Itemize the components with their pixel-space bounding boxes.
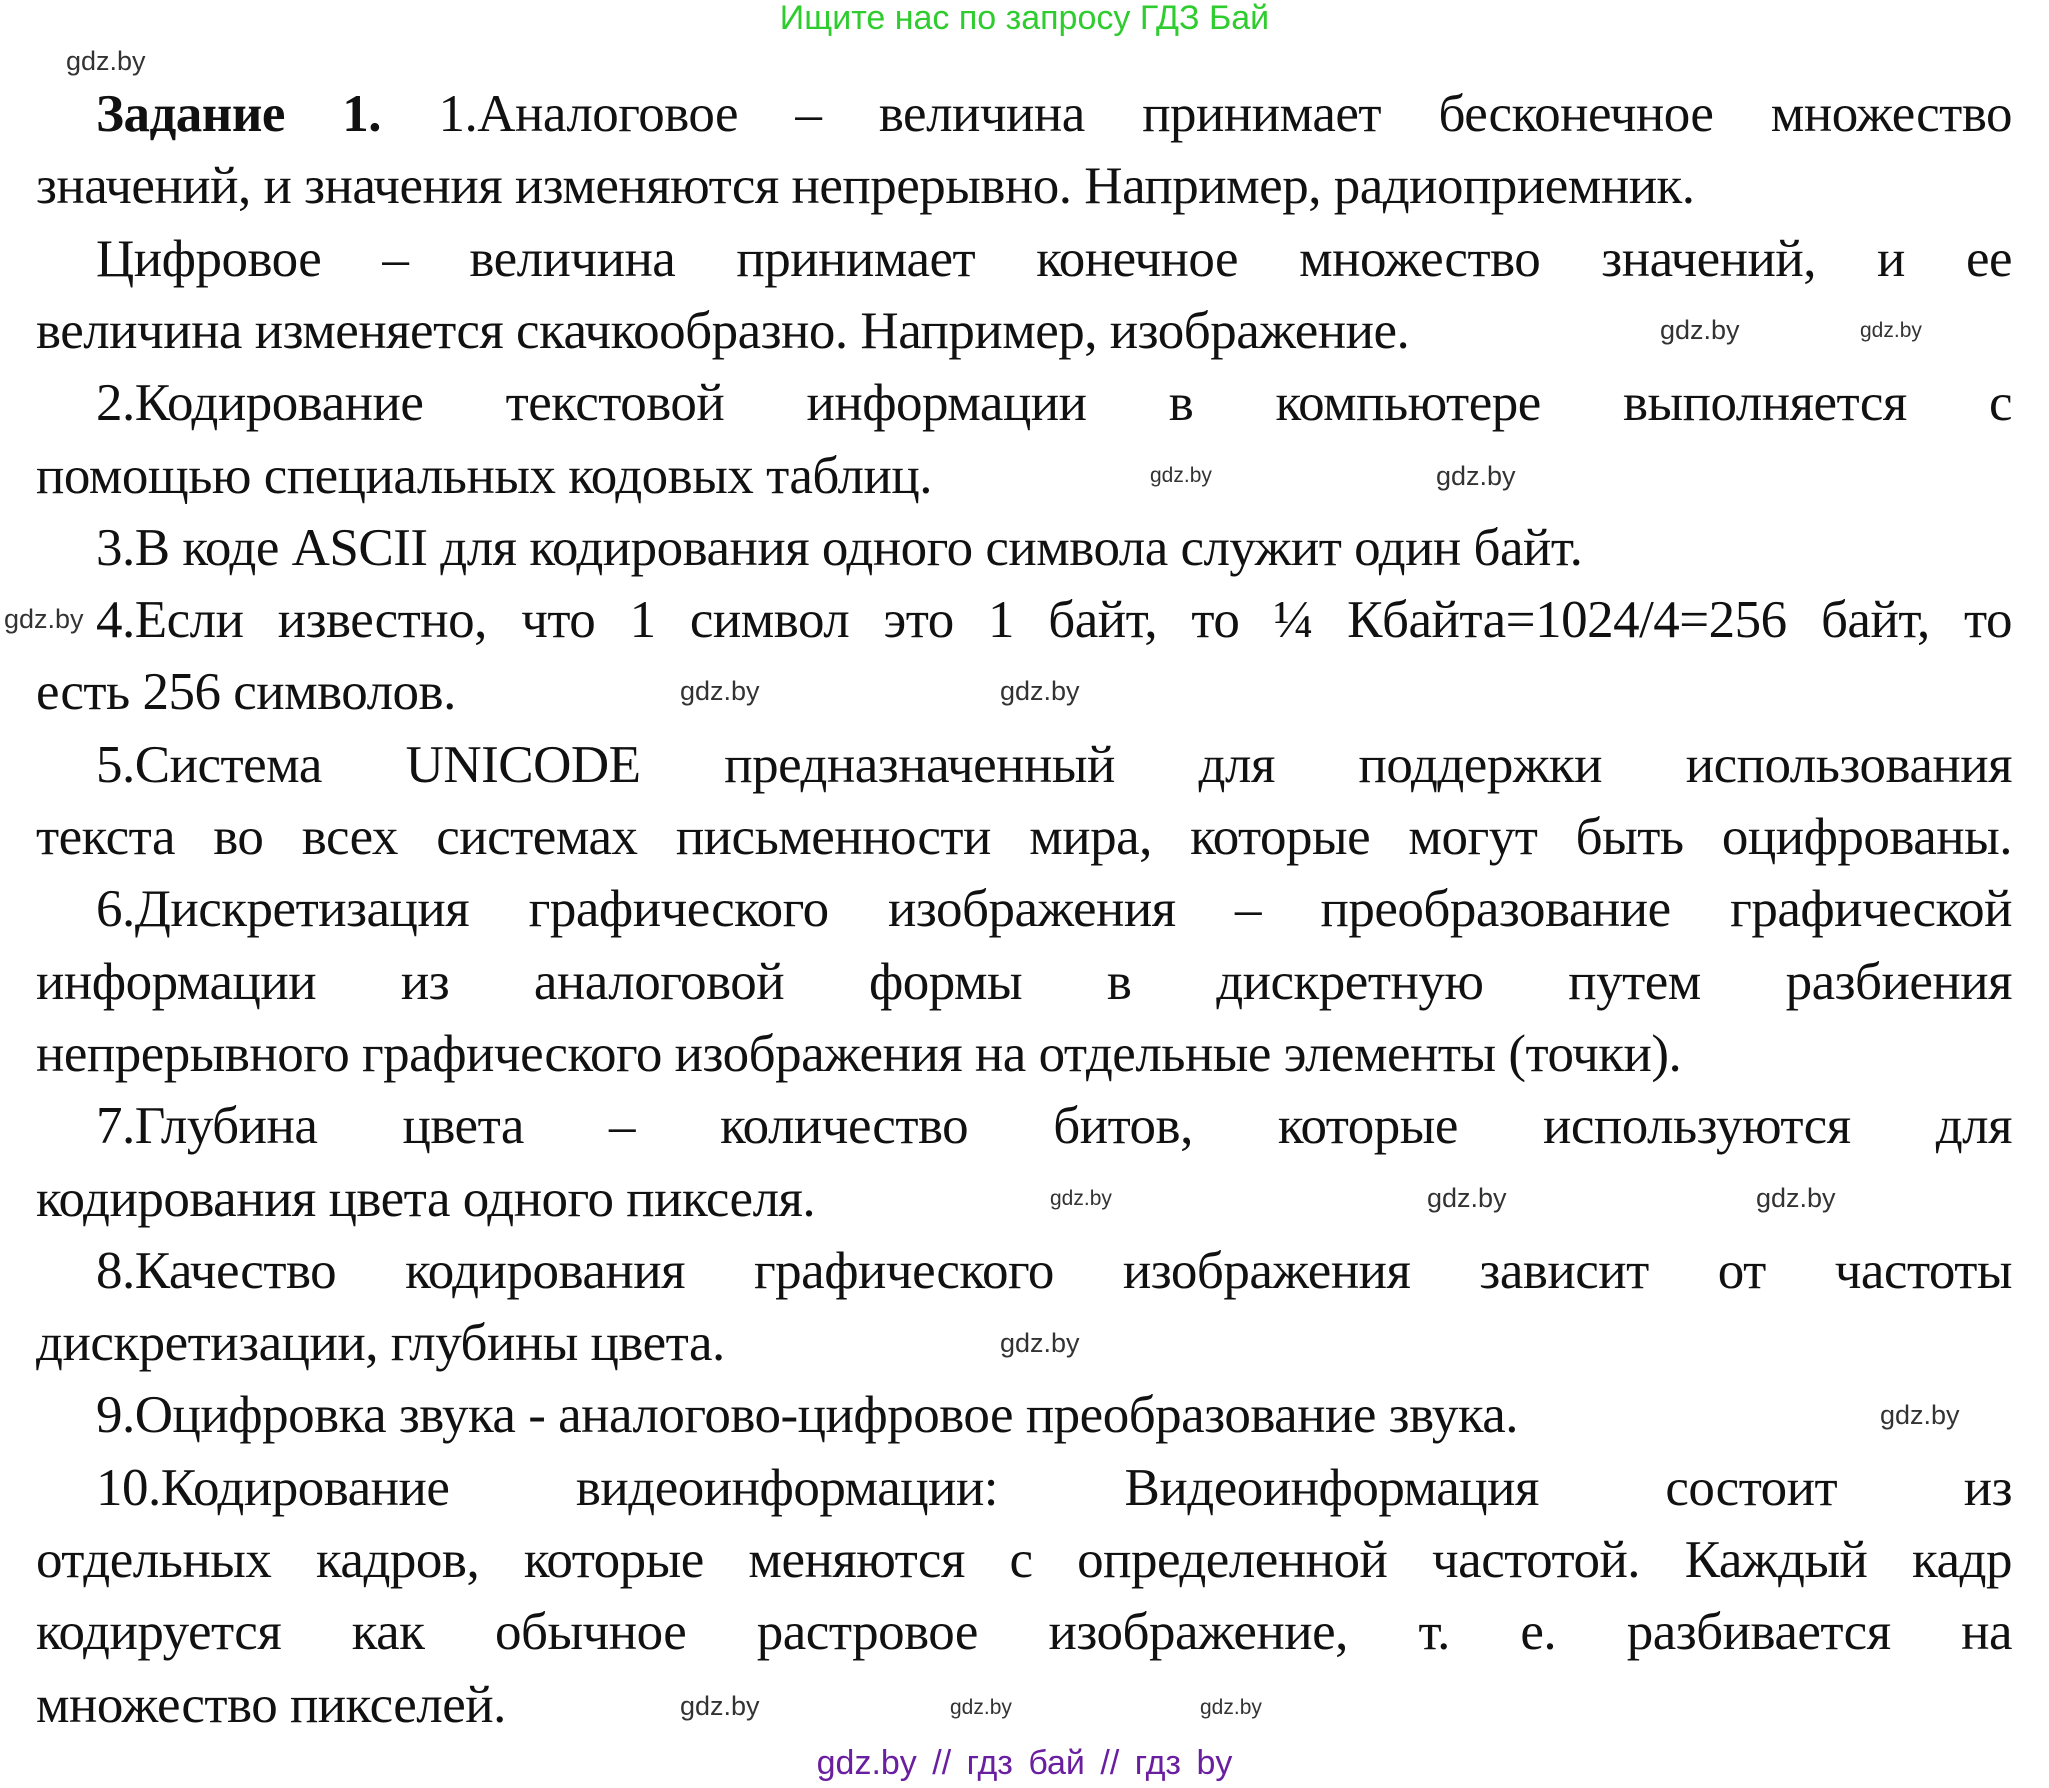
- watermark: gdz.by: [1436, 461, 1516, 491]
- task-label: Задание 1.: [96, 85, 382, 143]
- watermark: gdz.by: [1000, 676, 1080, 706]
- text-line: [36, 518, 2012, 578]
- watermark: gdz.by: [1756, 1183, 1836, 1213]
- text-line-content: кодирования цвета одного пикселя.: [36, 1169, 816, 1228]
- text-line-content: 3.В коде ASCII для кодирования одного символа служит один байт.: [96, 518, 1583, 577]
- text-line: [36, 373, 2012, 433]
- text-line: [36, 1458, 2012, 1518]
- text-line: [36, 229, 2012, 289]
- text-line: [36, 1024, 2012, 1084]
- text-line: [36, 1096, 2012, 1156]
- text-line-content: непрерывного графического изображения на отдельные элементы (точки).: [36, 1024, 1682, 1083]
- text-line-content: помощью специальных кодовых таблиц.: [36, 446, 932, 505]
- text-line-content: текста во всех системах письменности мира, которые могут быть оцифрованы.: [36, 808, 2012, 866]
- text-line: [36, 1530, 2012, 1590]
- watermark: gdz.by: [1050, 1187, 1112, 1210]
- text-line: [36, 879, 2012, 939]
- text-line: [36, 807, 2012, 867]
- text-line-content: 4.Если известно, что 1 символ это 1 байт, то ¼ Кбайта=1024/4=256 байт, то: [96, 591, 2012, 650]
- text-line-content: 2.Кодирование текстовой информации в компьютере выполняется с: [96, 374, 2012, 433]
- footer-banner: gdz.by // гдз бай // гдз by: [816, 1744, 1233, 1782]
- text-line-content: величина изменяется скачкообразно. Например, изображение.: [36, 301, 1410, 360]
- text-line: [36, 1241, 2012, 1301]
- text-line: [36, 1675, 2012, 1735]
- text-line: [36, 84, 2012, 144]
- watermark: gdz.by: [1200, 1696, 1262, 1719]
- watermark: gdz.by: [950, 1696, 1012, 1719]
- text-line-content: 9.Оцифровка звука - аналогово-цифровое преобразование звука.: [96, 1386, 1519, 1445]
- text-line-content: Цифровое – величина принимает конечное множество значений, и ее: [96, 229, 2012, 288]
- text-line: [36, 952, 2012, 1012]
- watermark: gdz.by: [1860, 319, 1922, 342]
- watermark: gdz.by: [680, 1691, 760, 1721]
- text-line: [36, 1602, 2012, 1662]
- text-line-content: 7.Глубина цвета – количество битов, которые используются для: [96, 1097, 2012, 1156]
- text-line-content: есть 256 символов.: [36, 663, 456, 722]
- watermark: gdz.by: [1660, 315, 1740, 345]
- watermark: gdz.by: [680, 676, 760, 706]
- text-line-content: 1.Аналоговое – величина принимает бесконечное множество: [381, 85, 2012, 143]
- text-line: [36, 156, 2012, 216]
- text-line-content: 5.Система UNICODE предназначенный для поддержки использования: [96, 735, 2012, 794]
- text-line: [36, 446, 2012, 506]
- watermark: gdz.by: [1880, 1400, 1960, 1430]
- watermark: gdz.by: [66, 46, 146, 76]
- watermark: gdz.by: [1000, 1328, 1080, 1358]
- text-line-content: значений, и значения изменяются непрерывно. Например, радиоприемник.: [36, 157, 1695, 216]
- text-line: [36, 735, 2012, 795]
- text-line-content: 8.Качество кодирования графического изображения зависит от частоты: [96, 1241, 2012, 1300]
- watermark: gdz.by: [1150, 464, 1212, 487]
- text-line-content: множество пикселей.: [36, 1675, 506, 1734]
- header-banner: Ищите нас по запросу ГДЗ Бай: [779, 0, 1270, 37]
- text-line-content: 10.Кодирование видеоинформации: Видеоинформация состоит из: [96, 1458, 2012, 1517]
- text-line-content: дискретизации, глубины цвета.: [36, 1314, 725, 1373]
- text-line-content: 6.Дискретизация графического изображения – преобразование графической: [96, 880, 2012, 939]
- text-line-content: кодируется как обычное растровое изображение, т. е. разбивается на: [36, 1603, 2012, 1662]
- watermark: gdz.by: [1427, 1183, 1507, 1213]
- watermark: gdz.by: [4, 604, 84, 634]
- text-line-content: информации из аналоговой формы в дискретную путем разбиения: [36, 952, 2012, 1011]
- text-line-content: отдельных кадров, которые меняются с определенной частотой. Каждый кадр: [36, 1531, 2012, 1589]
- text-line: [36, 1385, 2012, 1445]
- text-line: [36, 590, 2012, 650]
- text-line: [36, 1169, 2012, 1229]
